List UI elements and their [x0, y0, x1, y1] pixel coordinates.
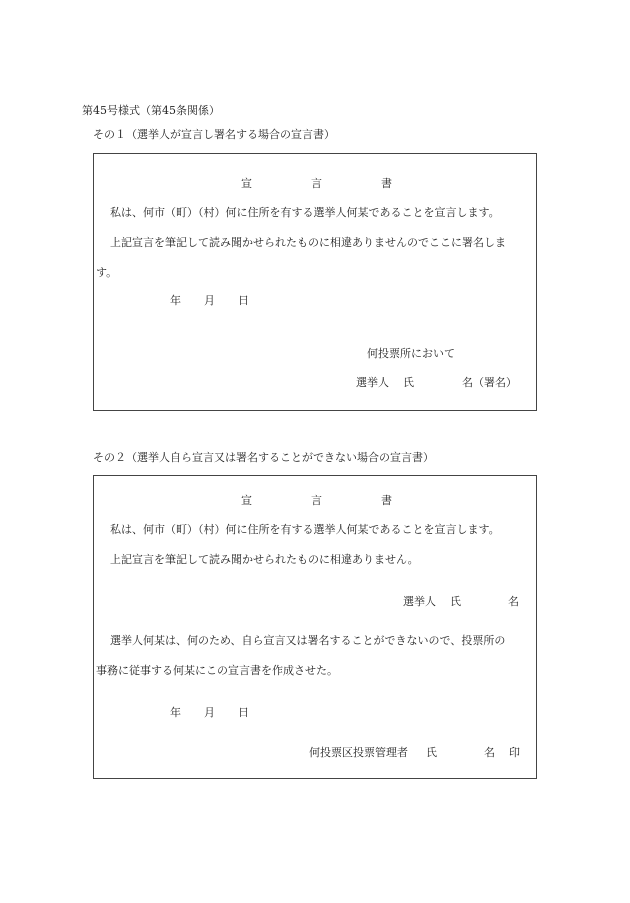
form2-voter-label: 選挙人 [403, 595, 436, 608]
form2-manager-name-right: 名 [484, 746, 495, 759]
section1-title: その１（選挙人が宣言し署名する場合の宣言書） [93, 128, 335, 141]
form2-seal: 印 [509, 746, 520, 759]
form1-name-right: 名（署名） [462, 376, 517, 389]
declaration-form-1 [93, 153, 537, 411]
form2-reason-line-2: 事務に従事する何某にこの宣言書を作成させた。 [96, 664, 338, 677]
form1-title-char-2: 言 [311, 177, 322, 190]
form2-confirm: 上記宣言を筆記して読み聞かせられたものに相違ありません。 [110, 553, 419, 566]
form1-date-month: 月 [204, 294, 215, 307]
form2-manager-name-left: 氏 [426, 746, 437, 759]
form2-name-right: 名 [508, 595, 519, 608]
form2-manager-label: 何投票区投票管理者 [309, 746, 408, 759]
form2-title-char-3: 書 [381, 494, 392, 507]
form-number-label: 第45号様式（第45条関係） [82, 104, 220, 117]
form1-date-day: 日 [238, 294, 249, 307]
form2-declaration: 私は、何市（町）（村）何に住所を有する選挙人何某であることを宣言します。 [110, 523, 500, 536]
declaration-form-2 [93, 475, 537, 779]
form1-title-char-1: 宣 [241, 177, 252, 190]
form1-sign-line-1: 上記宣言を筆記して読み聞かせられたものに相違ありませんのでここに署名しま [110, 236, 506, 249]
form1-name-left: 氏 [403, 376, 414, 389]
form1-date-year: 年 [170, 294, 181, 307]
form2-date-day: 日 [238, 706, 249, 719]
form2-title-char-2: 言 [311, 494, 322, 507]
form1-sign-line-2: す。 [96, 266, 118, 279]
form1-voter-label: 選挙人 [356, 376, 389, 389]
form1-declaration: 私は、何市（町）（村）何に住所を有する選挙人何某であることを宣言します。 [110, 206, 500, 219]
form2-reason-line-1: 選挙人何某は、何のため、自ら宣言又は署名することができないので、投票所の [110, 634, 506, 647]
form2-date-year: 年 [170, 706, 181, 719]
form2-name-left: 氏 [450, 595, 461, 608]
form1-place: 何投票所において [367, 347, 455, 360]
section2-title: その２（選挙人自ら宣言又は署名することができない場合の宣言書） [93, 451, 434, 464]
form1-title-char-3: 書 [381, 177, 392, 190]
form2-date-month: 月 [204, 706, 215, 719]
form2-title-char-1: 宣 [241, 494, 252, 507]
